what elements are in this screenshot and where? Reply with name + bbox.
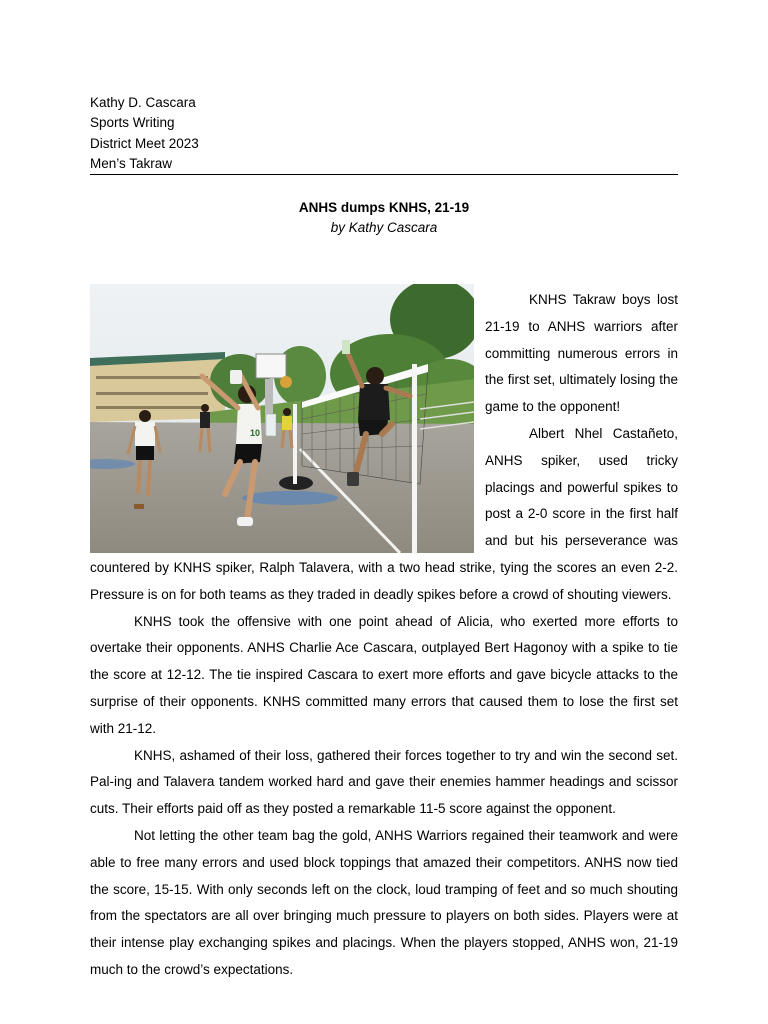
- category-label: Sports Writing: [90, 115, 175, 131]
- takraw-match-photo: [90, 284, 474, 553]
- author-name: Kathy D. Cascara: [90, 95, 196, 110]
- article-byline: by Kathy Cascara: [330, 220, 438, 235]
- jersey-number: 10: [250, 428, 261, 438]
- paragraph-3: KNHS took the offensive with one point ahead of Alicia, who exerted more efforts to overtake their opponents. ANHS Charlie Ace Cascara, outplayed Bert Hagonoy with a spike to tie the score at 12-12. The tie inspired Cascara to exert more efforts and gave bicycle attacks to the surprise of their opponents. KNHS committed many errors that caused them to lose the first set with 21-12.: [90, 613, 678, 736]
- article-body: [90, 287, 678, 984]
- article-title: ANHS dumps KNHS, 21-19: [298, 200, 470, 215]
- paragraph-5: Not letting the other team bag the gold, ANHS Warriors regained their teamwork and were able to free many errors and used block toppings that amazed their competitors. ANHS now tied the score, 15-15. With only seconds left on the clock, loud tramping of feet and so much shouting from the spectators are all over bringing much pressure to players on both sides. Players were at their intense play exchanging spikes and placings. When the players stopped, ANHS won, 21-19 much to the crowd’s expectations.: [90, 827, 678, 977]
- paragraph-1: KNHS Takraw boys lost 21-19 to ANHS warriors after committing numerous errors in the first set, ultimately losing the game to the opponent!: [485, 292, 678, 415]
- header-divider: [90, 174, 678, 175]
- paragraph-2: Albert Nhel Castañeto, ANHS spiker, used tricky placings and powerful spikes to post a 2-0 score in the first half and but his perseverance was countered by KNHS spiker, Ralph Talavera, with a two head strike, tying the scores an even 2-2. Pressure is on for both teams as they traded in deadly spikes before a crowd of shouting viewers.: [90, 425, 678, 602]
- header-block: [90, 93, 199, 174]
- event-label: District Meet 2023: [90, 135, 199, 151]
- sport-label: Men’s Takraw: [90, 155, 173, 171]
- paragraph-4: KNHS, ashamed of their loss, gathered their forces together to try and win the second set. Pal-ing and Talavera tandem worked hard and gave their enemies hammer headings and scissor cuts. Their efforts paid off as they posted a remarkable 11-5 score against the opponent.: [90, 747, 678, 817]
